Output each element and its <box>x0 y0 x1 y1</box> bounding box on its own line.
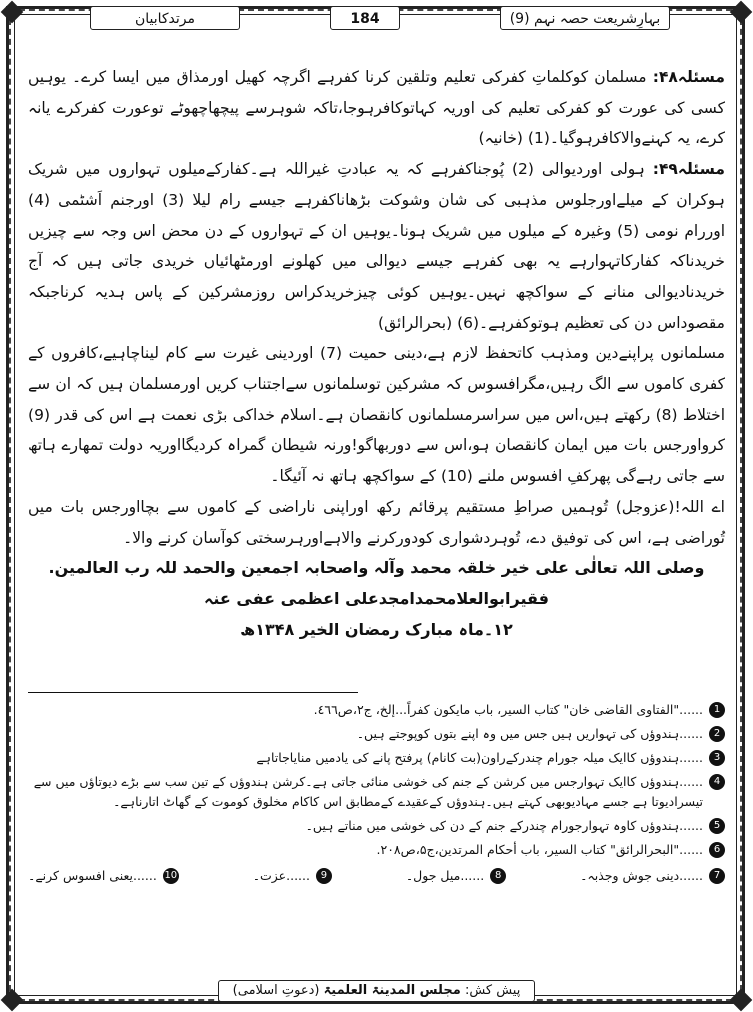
footnote-item <box>580 866 725 886</box>
footnote-text: ......"البحرالرائق" کتاب السیر، باب أحکام المرتدین،ج۵،ص۲۰۸. <box>376 842 703 857</box>
footnote-text: ......دینی جوش وجذبہ۔ <box>580 868 703 883</box>
publisher-name: مجلس المدینۃ العلمیۃ <box>323 983 461 998</box>
main-text <box>28 62 725 645</box>
footnote-number: 1 <box>709 702 725 718</box>
publisher-sub: (دعوتِ اسلامی) <box>232 983 320 998</box>
footnote-item <box>28 772 725 812</box>
footnote-number: 3 <box>709 750 725 766</box>
masala-label: مسئلہ۴۸: <box>652 68 725 86</box>
footnote-item <box>28 700 725 720</box>
footnotes <box>28 700 725 886</box>
footnote-item <box>28 748 725 768</box>
footnote-item <box>28 840 725 860</box>
footnote-text: ......ہندوؤں کاوہ تہوارجورام چندرکے جنم کے دن کی خوشی میں مناتے ہیں۔ <box>305 818 703 833</box>
footnote-row <box>28 866 725 886</box>
footnote-text: ......یعنی افسوس کرنے۔ <box>28 868 157 883</box>
date-line: ۱۲۔ماہ مبارک رمضان الخیر ۱۳۴۸ھ <box>240 619 513 639</box>
page-footer <box>0 979 753 1002</box>
publisher-label: پیش کش: <box>464 983 521 998</box>
footnote-number: 6 <box>709 842 725 858</box>
footnote-divider <box>28 692 358 693</box>
footnote-number: 8 <box>490 868 506 884</box>
footnote-text: ......ہندوؤں کی تہواریں ہیں جس میں وہ اپنے بتوں کوپوجتے ہیں۔ <box>356 726 703 741</box>
masala-49 <box>28 154 725 338</box>
footnote-item <box>253 866 332 886</box>
footnote-item <box>406 866 506 886</box>
book-title: بہارِشریعت حصہ نہم (9) <box>500 6 670 30</box>
footnote-number: 10 <box>163 868 179 884</box>
masala-48 <box>28 62 725 154</box>
footnote-text: ......"الفتاوی القاضی خان" کتاب السیر، باب مایکون کفراً...إلخ، ج۲،ص٤٦٦. <box>313 702 703 717</box>
footnote-number: 2 <box>709 726 725 742</box>
footnote-text: ......ہندوؤں کاایک میلہ جورام چندرکےراون(بت کانام) پرفتح پانے کی یادمیں منایاجاتاہے <box>256 750 703 765</box>
page-number: 184 <box>330 6 400 30</box>
dua-paragraph: اے اللہ!(عزوجل) تُوہمیں صراطِ مستقیم پرقائم رکھ اوراپنی ناراضی کے کاموں سے بچااورجس بات میں تُوراضی ہے، اس کی توفیق دے، تُوہردشواری کودورکرنے والاہےاورہرسختی کوآسان کرنے والا۔ <box>28 497 725 547</box>
footnote-item <box>28 724 725 744</box>
footnote-number: 9 <box>316 868 332 884</box>
footnote-text: ......عزت۔ <box>252 868 310 883</box>
closing-arabic: وصلی اللہ تعالٰی علی خیر خلقہ محمد وآلہ واصحابہ اجمعین والحمد للہ رب العالمین. <box>48 558 705 578</box>
paragraph: مسلمانوں پراپنےدین ومذہب کاتحفظ لازم ہے،دینی حمیت (7) اوردینی غیرت سے کام لیناچاہیے،کافروں کے کفری کاموں سے الگ رہیں،مگرافسوس کہ مشرکین توسلمانوں سےاجتناب کریں اورمسلمان ہیں کہ ان سے اختلاط (8) رکھتے ہیں،اس میں سراسرمسلمانوں کانقصان ہے۔اسلام خداکی بڑی نعمت ہے اس کی قدر (9) کرواورجس بات میں ایمان کانقصان ہو،اس سے دوربھاگو!ورنہ شیطان گمراہ کردیگااوریہ دولت تمھارے ہاتھ سے جاتی رہےگی پھرکفِ افسوس ملنے (10) کے سواکچھ ہاتھ نہ آئیگا۔ <box>28 344 725 486</box>
publisher-box <box>218 980 536 1002</box>
footnote-text: ......ہندوؤں کاایک تہوارجس میں کرشن کے جنم کی خوشی منائی جاتی ہے۔کرشن ہندوؤں کے تین سب سے بڑے دیوتاؤں میں سے تیسرادیوتا ہے جسے مہادیوبھی کہتے ہیں۔ہندوؤں کےعقیدے کےمطابق اس کاکام مخلوق کوموت کے گھاٹ اتارناہے۔ <box>33 774 703 809</box>
signature: فقیرابوالعلامحمدامجدعلی اعظمی عفی عنہ <box>204 588 549 608</box>
chapter-title: مرتدکابیان <box>90 6 240 30</box>
masala-text: مسلمان کوکلماتِ کفرکی تعلیم وتلقین کرنا کفرہے اگرچہ کھیل اورمذاق میں ایسا کرے۔ یوہیں کسی کی عورت کو کفرکی تعلیم کی اوریہ کہاتوکافرہوجا،تاکہ شوہرسے پیچھاچھوٹے توعورت کفرکرے یانہ کرے، یہ کہنےوالاکافرہوگیا۔(1) (خانیہ) <box>28 68 725 148</box>
footnote-number: 7 <box>709 868 725 884</box>
footnote-text: ......میل جول۔ <box>405 868 485 883</box>
masala-text: ہولی اوردیوالی (2) پُوجناکفرہے کہ یہ عبادتِ غیراللہ ہے۔کفارکےمیلوں تہواروں میں شریک ہوکران کے میلےاورجلوس مذہبی کی شان وشوکت بڑھاناکفرہے جیسے رام لیلا (3) اورجنم اَشٹمی (4) اوررام نومی (5) وغیرہ کے میلوں میں شریک ہونا۔یوہیں ان کے تہواروں کے دن محض اس وجہ سے چیزیں خریدناکہ کفارکاتہوارہے یہ بھی کفرہے جیسے دیوالی میں کھلونے اورمٹھائیاں خریدی جاتی ہیں کہ آج خریدنادیوالی منانے کے سواکچھ نہیں۔یوہیں کوئی چیزخریدکراس روزمشرکین کے پاس ہدیہ کرناجبکہ مقصوداس دن کی تعظیم ہوتوکفرہے۔(6) (بحرالرائق) <box>28 160 726 332</box>
footnote-item <box>28 816 725 836</box>
masala-label: مسئلہ۴۹: <box>652 160 725 179</box>
page-header <box>0 6 753 32</box>
footnote-number: 5 <box>709 818 725 834</box>
footnote-item <box>28 866 179 886</box>
footnote-number: 4 <box>709 774 725 790</box>
